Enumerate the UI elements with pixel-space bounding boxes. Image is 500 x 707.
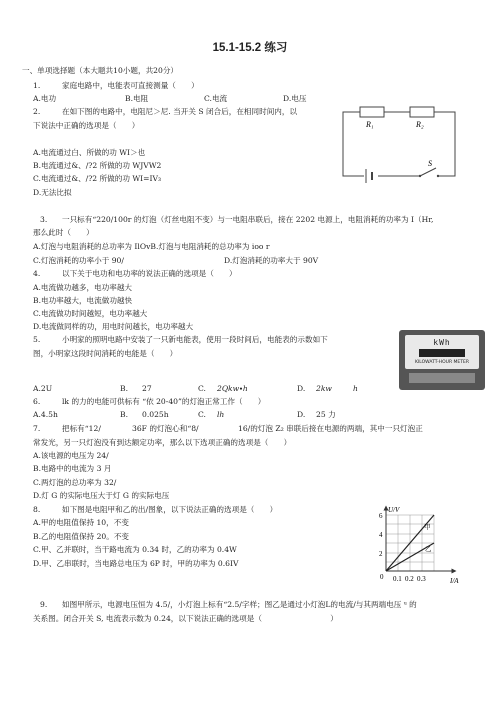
q2-option-a: A.电流通过白、所做的功 WI＞也 <box>33 148 146 157</box>
q5-option-c-value: 2Qkw∙h <box>217 384 248 393</box>
q2-stem-line1: 在如下图的电路中，电阻尼＞尼. 当开关 S 闭合后，在相同时间内，以 <box>62 107 298 116</box>
q7-stem-part1: 把标有“12/ <box>62 424 101 433</box>
series-label-jia: 甲 <box>424 524 431 531</box>
q5-option-a: A.2U <box>33 384 53 393</box>
q3-option-c: C.灯泡消耗的功率小于 90/ <box>33 256 124 265</box>
q2-number: 2. <box>33 107 41 116</box>
q1-option-b: B.电阻 <box>125 94 149 103</box>
origin-label: 0 <box>380 573 384 581</box>
q8-stem: 如下图是电阻甲和乙的出/图象，以下说法正确的选项是（ ） <box>62 505 278 514</box>
q8-option-d: D.甲、乙串联时，当电路总电压为 6P 时，甲的功率为 0.6IV <box>33 559 239 568</box>
q5-stem-line2: 图，小明家这段时间消耗的电能是（ ） <box>33 349 178 358</box>
meter-label: KILOWATT-HOUR METER <box>415 360 469 365</box>
q6-option-b-value: 0.025h <box>142 410 169 419</box>
u-i-graph <box>368 505 464 587</box>
q7-stem-part3: 16/的灯泡 Z₂ 串联后接在电源的两端，其中一只灯泡正 <box>238 424 423 433</box>
q6-option-a: A.4.5h <box>33 410 58 419</box>
page-title: 15.1-15.2 练习 <box>212 42 288 54</box>
q5-option-d-unit: h <box>353 384 358 393</box>
x-tick-0.2: 0.2 <box>405 575 414 583</box>
q5-option-d-value: 2kw <box>316 384 332 393</box>
r1-label: R₁ <box>366 120 374 129</box>
q9-number: 9. <box>40 600 48 609</box>
q6-stem: lk 的力的电能可供标有 “依 20-40”的灯泡正常工作（ ） <box>62 397 266 406</box>
q4-stem: 以下关于电功和电功率的说法正确的选项是（ ） <box>62 269 237 278</box>
resistor-r2 <box>410 107 434 117</box>
q4-option-a: A.电流做功越多，电功率越大 <box>33 283 133 292</box>
q6-option-d-label: D. <box>297 410 306 419</box>
q5-option-d-label: D. <box>297 384 306 393</box>
section-heading: 一、单项选择题（本大题共10小题，共20分） <box>22 66 179 75</box>
q1-option-d: D.电压 <box>283 94 307 103</box>
q8-option-a: A.甲的电阻值保持 10，不变 <box>33 518 129 527</box>
q4-option-c: C.电流做功时间越短，电功率越大 <box>33 309 148 318</box>
q2-stem-line2: 下说法中正确的选项是（ ） <box>33 121 140 130</box>
switch-label: S <box>428 159 432 168</box>
meter-digits <box>419 349 465 357</box>
q5-option-b-label: B. <box>120 384 128 393</box>
q5-number: 5. <box>33 335 41 344</box>
q1-option-c: C.电流 <box>204 94 228 103</box>
circuit-diagram <box>338 106 462 186</box>
q2-option-d: D.无法比拟 <box>33 188 72 197</box>
r2-label: R₂ <box>416 120 424 129</box>
q6-option-c-label: C. <box>198 410 206 419</box>
series-label-yi: 乙 <box>425 546 432 553</box>
q1-number: 1. <box>33 81 41 90</box>
q9-stem-line2: 关系图。闭合开关 S, 电流表示数为 0.24，以下说法正确的选项是（ ） <box>33 614 338 623</box>
q2-option-c: C.电流通过&、/?2 所做的功 WI=IV₃ <box>33 174 162 183</box>
energy-meter-photo <box>399 330 485 390</box>
q4-number: 4. <box>33 269 41 278</box>
q3-option-ab: A.灯泡与电阻消耗的总功率为 IlOvB.灯泡与电阻消耗的总功率为 ioo r <box>33 242 270 251</box>
q7-option-c: C.两灯泡的总功率为 32/ <box>33 478 117 487</box>
q3-option-d: D.灯泡消耗的功率大于 90V <box>224 256 319 265</box>
y-axis-label: U/V <box>388 506 400 514</box>
meter-unit: kWh <box>433 338 451 347</box>
x-tick-0.1: 0.1 <box>393 575 402 583</box>
q7-option-d: D.灯 G 的实际电压大于灯 G 的实际电压 <box>33 491 170 500</box>
y-tick-2: 2 <box>379 550 383 558</box>
q7-option-a: A.该电源的电压为 24/ <box>33 451 109 460</box>
x-tick-0.3: 0.3 <box>417 575 426 583</box>
q7-stem-part2: 36F 的灯泡心和“8/ <box>132 424 199 433</box>
q7-number: 7. <box>33 424 41 433</box>
q3-stem-line2: 那么此时（ ） <box>33 228 94 237</box>
q1-stem: 家庭电路中，电能表可直接测量（ ） <box>62 81 199 90</box>
q5-option-b-value: 27 <box>142 384 152 393</box>
y-tick-6: 6 <box>379 512 383 520</box>
q6-option-b-label: B. <box>120 410 128 419</box>
q3-number: 3. <box>40 215 48 224</box>
q8-option-b: B.乙的电阻值保持 20。不变 <box>33 532 130 541</box>
resistor-r1 <box>360 107 384 117</box>
y-tick-4: 4 <box>379 531 383 539</box>
q5-option-c-label: C. <box>198 384 206 393</box>
q6-number: 6. <box>33 397 41 406</box>
q9-stem-line1: 如图甲所示，电源电压恒为 4.5/，小灯泡上标有“2.5/字样；图乙是通过小灯泡L的电流/与其两端电压 ᵘ 的 <box>62 600 417 609</box>
q8-option-c: C.甲、乙并联时，当干路电流为 0.34 时，乙的功率为 0.4W <box>33 545 237 554</box>
q5-stem-line1: 小明家的照明电路中安装了一只新电能表，使用一段时间后，电能表的示数如下 <box>62 335 328 344</box>
q4-option-d: D.电流做同样的功，用电时间越长，电功率越大 <box>33 322 194 331</box>
q6-option-d-value: 25 力 <box>316 410 336 419</box>
q2-option-b: B.电流通过&、/?2 所做的功 WJVW2 <box>33 161 162 170</box>
q6-option-c-value: lh <box>217 410 225 419</box>
x-axis-label: I/A <box>450 577 459 585</box>
q1-option-a: A.电功 <box>33 94 57 103</box>
q7-stem-line2: 常发光，另一只灯泡没有到达额定功率，那么以下选项正确的选项是（ ） <box>33 438 292 447</box>
q4-option-b: B.电功率越大，电流做功越快 <box>33 296 133 305</box>
q8-number: 8. <box>33 505 41 514</box>
q3-stem-line1: 一只标有“220/100r 的灯泡（灯丝电阻不变）与一电阻串联后，接在 2202 电源上，电阻消耗的功率为 I（Hr, <box>62 215 434 224</box>
q7-option-b: B.电路中的电流为 3 月 <box>33 464 112 473</box>
